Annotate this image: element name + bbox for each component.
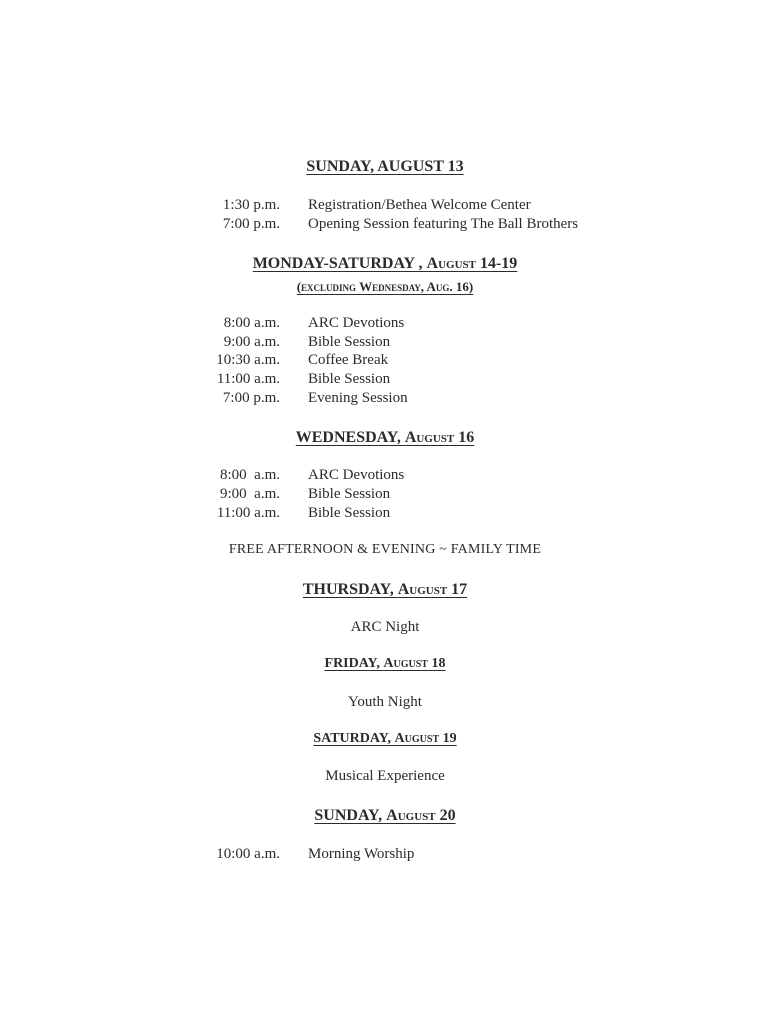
heading-thursday-aug-17: [0, 581, 770, 599]
time: 7:00 p.m.: [222, 390, 280, 406]
schedule-row: [0, 315, 770, 334]
schedule-row: [0, 390, 770, 409]
heading-main: THURSDAY,: [302, 581, 398, 598]
time: 9:00 a.m.: [223, 334, 280, 350]
heading-date: August 14-19: [426, 255, 518, 272]
heading-date: August 18: [383, 656, 446, 671]
event: Coffee Break: [308, 352, 389, 368]
heading-friday-aug-18: [0, 656, 770, 672]
time: 8:00 a.m.: [220, 467, 280, 483]
heading-main: FRIDAY,: [324, 656, 384, 671]
friday-event: Youth Night: [348, 694, 422, 710]
free-afternoon-note: FREE AFTERNOON & EVENING ~ FAMILY TIME: [228, 542, 542, 557]
event: ARC Devotions: [308, 315, 405, 331]
thursday-event: ARC Night: [350, 619, 420, 635]
event: ARC Devotions: [308, 467, 405, 483]
event: Morning Worship: [308, 846, 415, 862]
event: Bible Session: [308, 334, 391, 350]
heading-main: SATURDAY,: [313, 731, 395, 746]
schedule-row: [0, 334, 770, 353]
time: 11:00 a.m.: [216, 505, 280, 521]
subheading-excluding-wednesday: (excluding Wednesday, Aug. 16): [296, 279, 474, 294]
heading-saturday-aug-19: [0, 731, 770, 747]
heading-date: August 17: [397, 581, 468, 598]
schedule-row: [0, 371, 770, 390]
event: Registration/Bethea Welcome Center: [308, 197, 531, 213]
saturday-event: Musical Experience: [325, 768, 445, 784]
heading-sunday-aug-20: [0, 807, 770, 825]
time: 1:30 p.m.: [222, 197, 280, 213]
event: Bible Session: [308, 505, 391, 521]
schedule-row: [0, 467, 770, 486]
time: 8:00 a.m.: [223, 315, 280, 331]
event: Bible Session: [308, 486, 391, 502]
time: 9:00 a.m.: [220, 486, 280, 502]
schedule-row: [0, 486, 770, 505]
event: Opening Session featuring The Ball Brothers: [308, 216, 579, 232]
heading-main: SUNDAY,: [314, 807, 387, 824]
heading-date: August 20: [386, 807, 456, 824]
schedule-row: [0, 846, 770, 865]
time: 11:00 a.m.: [216, 371, 280, 387]
event: Bible Session: [308, 371, 391, 387]
heading-date: August 16: [404, 429, 475, 446]
schedule-row: [0, 505, 770, 524]
heading-date: August 19: [394, 731, 457, 746]
heading-main: MONDAY-SATURDAY ,: [252, 255, 427, 272]
event: Evening Session: [308, 390, 408, 406]
heading-sunday-aug-13: SUNDAY, AUGUST 13: [306, 158, 464, 175]
time: 10:00 a.m.: [216, 846, 280, 862]
schedule-row: [0, 216, 770, 235]
heading-main: WEDNESDAY,: [295, 429, 405, 446]
time: 7:00 p.m.: [222, 216, 280, 232]
schedule-row: [0, 197, 770, 216]
heading-wednesday-aug-16: [0, 429, 770, 447]
time: 10:30 a.m.: [216, 352, 280, 368]
heading-monday-saturday: [0, 255, 770, 273]
schedule-row: [0, 352, 770, 371]
